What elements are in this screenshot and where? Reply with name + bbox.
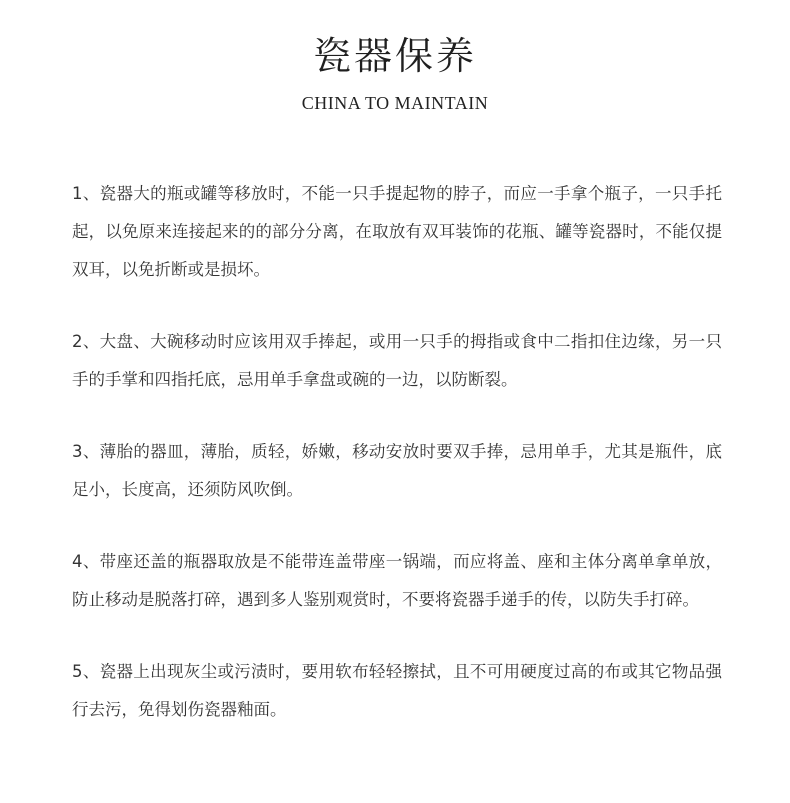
instruction-paragraph-3: 3、薄胎的器皿，薄胎，质轻，娇嫩，移动安放时要双手捧，忌用单手，尤其是瓶件，底足小，长度高，还须防风吹倒。 bbox=[72, 442, 722, 499]
care-instructions bbox=[72, 175, 722, 763]
page-subtitle: CHINA TO MAINTAIN bbox=[301, 93, 489, 113]
page-title: 瓷器保养 bbox=[312, 34, 477, 78]
instruction-paragraph-4: 4、带座还盖的瓶器取放是不能带连盖带座一锅端，而应将盖、座和主体分离单拿单放，防止移动是脱落打碎，遇到多人鉴别观赏时，不要将瓷器手递手的传，以防失手打碎。 bbox=[72, 552, 722, 609]
instruction-paragraph-5: 5、瓷器上出现灰尘或污渍时，要用软布轻轻擦拭，且不可用硬度过高的布或其它物品强行去污，免得划伤瓷器釉面。 bbox=[72, 662, 722, 719]
instruction-paragraph-2: 2、大盘、大碗移动时应该用双手捧起，或用一只手的拇指或食中二指扣住边缘，另一只手的手掌和四指托底，忌用单手拿盘或碗的一边，以防断裂。 bbox=[72, 332, 722, 389]
instruction-paragraph-1: 1、瓷器大的瓶或罐等移放时，不能一只手提起物的脖子，而应一手拿个瓶子，一只手托起，以免原来连接起来的的部分分离，在取放有双耳装饰的花瓶、罐等瓷器时，不能仅提双耳，以免折断或是损坏。 bbox=[72, 184, 722, 279]
